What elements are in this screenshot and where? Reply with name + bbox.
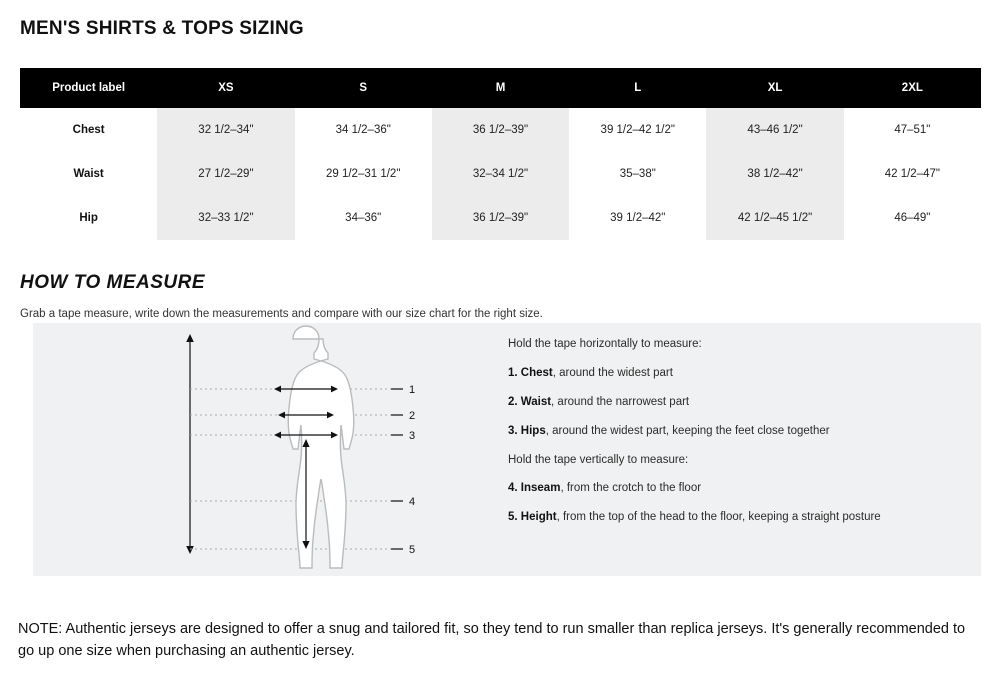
fit-note: NOTE: Authentic jerseys are designed to offer a snug and tailored fit, so they tend to run smaller than replica jerseys. It's generally recommended to go up one size when purchasing an authentic jersey. — [18, 621, 966, 660]
instruction-horizontal-intro — [508, 337, 968, 351]
instruction-waist — [508, 395, 968, 409]
marker-label-1: 1 — [409, 384, 416, 396]
table-header-row — [20, 68, 981, 108]
cell-chest-xs: 32 1/2–34" — [157, 108, 294, 152]
cell-waist-xl: 38 1/2–42" — [706, 152, 843, 196]
instruction-number: 5. — [508, 511, 521, 524]
cell-chest-2xl: 47–51" — [894, 124, 931, 136]
instruction-inseam — [508, 481, 968, 495]
body-measurement-diagram — [153, 323, 473, 576]
size-chart-body — [20, 108, 981, 240]
cell-hip-s: 34–36" — [345, 212, 382, 224]
marker-label-3: 3 — [409, 430, 416, 442]
instruction-term: Inseam — [520, 482, 561, 495]
marker-label-2: 2 — [409, 410, 416, 422]
instruction-term: Waist — [520, 395, 552, 408]
size-chart-table — [20, 68, 981, 240]
measure-instructions — [508, 337, 968, 539]
cell-waist-2xl: 42 1/2–47" — [884, 168, 940, 180]
column-header-m: M — [432, 68, 569, 108]
row-label-waist: Waist — [20, 152, 157, 196]
instruction-number: 1. — [508, 366, 521, 379]
body-figure-svg — [153, 323, 473, 576]
column-header-2xl: 2XL — [844, 68, 981, 108]
row-label-hip: Hip — [20, 196, 157, 240]
cell-waist-s: 29 1/2–31 1/2" — [325, 168, 401, 180]
how-to-measure-title: HOW TO MEASURE — [20, 272, 206, 293]
cell-waist-xs: 27 1/2–29" — [157, 152, 294, 196]
instruction-chest — [508, 366, 968, 380]
row-label-chest: Chest — [20, 108, 157, 152]
how-to-measure-panel — [33, 323, 981, 576]
instruction-text: Hold the tape horizontally to measure: — [508, 338, 702, 350]
cell-hip-m: 36 1/2–39" — [432, 196, 569, 240]
page-title: MEN'S SHIRTS & TOPS SIZING — [20, 18, 304, 39]
marker-label-5: 5 — [409, 544, 416, 556]
cell-chest-xl: 43–46 1/2" — [706, 108, 843, 152]
cell-hip-l: 39 1/2–42" — [610, 212, 666, 224]
column-header-s: S — [295, 68, 432, 108]
instruction-term: Chest — [520, 366, 553, 379]
cell-chest-l: 39 1/2–42 1/2" — [600, 124, 675, 136]
instruction-term: Hips — [520, 424, 546, 437]
instruction-height — [508, 510, 968, 524]
instruction-number: 4. — [508, 482, 521, 495]
instruction-number: 2. — [508, 395, 521, 408]
how-to-measure-subtitle: Grab a tape measure, write down the measurements and compare with our size chart for the right size. — [20, 308, 543, 320]
table-row — [20, 152, 981, 196]
table-row — [20, 196, 981, 240]
cell-hip-xs: 32–33 1/2" — [157, 196, 294, 240]
cell-hip-2xl: 46–49" — [894, 212, 931, 224]
instruction-text: , around the widest part, keeping the feet close together — [545, 424, 830, 437]
instruction-term: Height — [520, 511, 557, 524]
column-header-xs: XS — [157, 68, 294, 108]
instruction-vertical-intro — [508, 453, 968, 467]
cell-chest-m: 36 1/2–39" — [432, 108, 569, 152]
column-header-xl: XL — [706, 68, 843, 108]
size-chart-header — [20, 68, 981, 108]
cell-chest-s: 34 1/2–36" — [335, 124, 391, 136]
column-header-l: L — [569, 68, 706, 108]
cell-hip-xl: 42 1/2–45 1/2" — [706, 196, 843, 240]
marker-label-4: 4 — [409, 496, 416, 508]
instruction-text: , around the widest part — [552, 366, 673, 379]
instruction-number: 3. — [508, 424, 521, 437]
instruction-text: , around the narrowest part — [551, 395, 690, 408]
instruction-text: , from the crotch to the floor — [560, 482, 702, 495]
table-row — [20, 108, 981, 152]
cell-waist-m: 32–34 1/2" — [432, 152, 569, 196]
instruction-text: , from the top of the head to the floor, keeping a straight posture — [556, 511, 881, 524]
cell-waist-l: 35–38" — [619, 168, 656, 180]
instruction-hips — [508, 424, 968, 438]
column-header-product-label: Product label — [20, 68, 157, 108]
instruction-text: Hold the tape vertically to measure: — [508, 453, 689, 466]
